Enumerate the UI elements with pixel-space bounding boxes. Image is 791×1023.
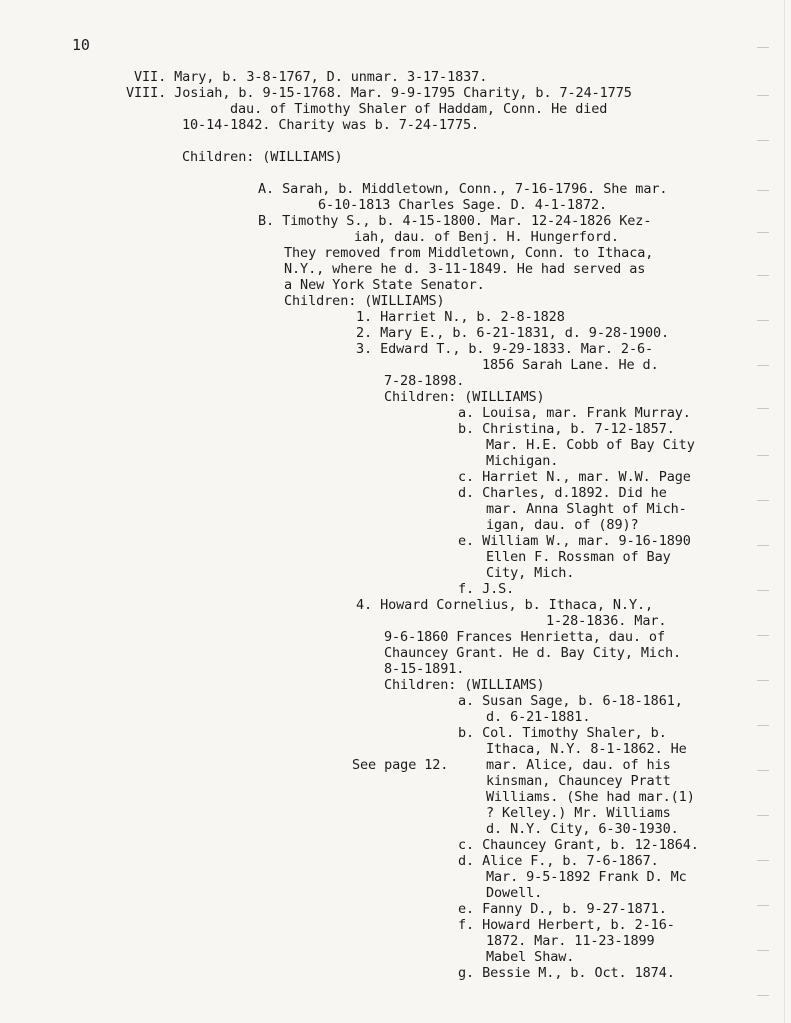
margin-tick bbox=[757, 140, 769, 141]
margin-tick bbox=[757, 545, 769, 546]
text-line: VII. Mary, b. 3-8-1767, D. unmar. 3-17-1837. bbox=[134, 69, 488, 85]
text-line: g. Bessie M., b. Oct. 1874. bbox=[458, 965, 675, 981]
text-line: Mabel Shaw. bbox=[486, 949, 575, 965]
text-line: B. Timothy S., b. 4-15-1800. Mar. 12-24-1826 Kez- bbox=[258, 213, 652, 229]
text-line: kinsman, Chauncey Pratt bbox=[486, 773, 671, 789]
section-heading: Children: (WILLIAMS) bbox=[284, 293, 445, 309]
text-line: Ithaca, N.Y. 8-1-1862. He bbox=[486, 741, 687, 757]
text-line: b. Col. Timothy Shaler, b. bbox=[458, 725, 667, 741]
margin-tick bbox=[757, 995, 769, 996]
text-line: d. 6-21-1881. bbox=[486, 709, 591, 725]
bleed-through-shadow bbox=[70, 100, 190, 160]
text-line: Michigan. bbox=[486, 453, 559, 469]
margin-tick bbox=[757, 950, 769, 951]
margin-tick bbox=[757, 635, 769, 636]
margin-tick bbox=[757, 590, 769, 591]
text-line: d. Alice F., b. 7-6-1867. bbox=[458, 853, 659, 869]
text-line: N.Y., where he d. 3-11-1849. He had served as bbox=[284, 261, 646, 277]
margin-tick bbox=[757, 408, 769, 409]
section-heading: Children: (WILLIAMS) bbox=[182, 149, 343, 165]
margin-tick bbox=[757, 725, 769, 726]
margin-tick bbox=[757, 500, 769, 501]
page-number: 10 bbox=[72, 36, 90, 54]
text-line: mar. Alice, dau. of his bbox=[486, 757, 671, 773]
text-line: 1. Harriet N., b. 2-8-1828 bbox=[356, 309, 565, 325]
page-edge-rule bbox=[784, 0, 785, 1023]
margin-tick bbox=[757, 275, 769, 276]
text-line: 1856 Sarah Lane. He d. bbox=[482, 357, 659, 373]
text-line: c. Chauncey Grant, b. 12-1864. bbox=[458, 837, 699, 853]
text-line: Ellen F. Rossman of Bay bbox=[486, 549, 671, 565]
margin-tick bbox=[757, 95, 769, 96]
text-line: City, Mich. bbox=[486, 565, 575, 581]
text-line: 6-10-1813 Charles Sage. D. 4-1-1872. bbox=[318, 197, 607, 213]
text-line: They removed from Middletown, Conn. to Ithaca, bbox=[284, 245, 654, 261]
margin-tick bbox=[757, 190, 769, 191]
text-line: c. Harriet N., mar. W.W. Page bbox=[458, 469, 691, 485]
margin-tick bbox=[757, 320, 769, 321]
text-line: f. J.S. bbox=[458, 581, 515, 597]
section-heading: Children: (WILLIAMS) bbox=[384, 677, 545, 693]
text-line: VIII. Josiah, b. 9-15-1768. Mar. 9-9-1795 Charity, b. 7-24-1775 bbox=[126, 85, 632, 101]
cross-reference-note: See page 12. bbox=[352, 757, 449, 773]
text-line: e. William W., mar. 9-16-1890 bbox=[458, 533, 691, 549]
margin-tick bbox=[757, 455, 769, 456]
margin-tick bbox=[757, 860, 769, 861]
text-line: 7-28-1898. bbox=[384, 373, 465, 389]
text-line: Mar. H.E. Cobb of Bay City bbox=[486, 437, 695, 453]
margin-tick bbox=[757, 47, 769, 48]
margin-tick bbox=[757, 365, 769, 366]
text-line: 1-28-1836. Mar. bbox=[546, 613, 667, 629]
text-line: 1872. Mar. 11-23-1899 bbox=[486, 933, 655, 949]
text-line: b. Christina, b. 7-12-1857. bbox=[458, 421, 675, 437]
text-line: 4. Howard Cornelius, b. Ithaca, N.Y., bbox=[356, 597, 654, 613]
text-line: ? Kelley.) Mr. Williams bbox=[486, 805, 671, 821]
margin-tick bbox=[757, 680, 769, 681]
text-line: a New York State Senator. bbox=[284, 277, 485, 293]
text-line: a. Susan Sage, b. 6-18-1861, bbox=[458, 693, 683, 709]
margin-tick bbox=[757, 815, 769, 816]
text-line: 9-6-1860 Frances Henrietta, dau. of bbox=[384, 629, 665, 645]
margin-tick bbox=[757, 770, 769, 771]
text-line: f. Howard Herbert, b. 2-16- bbox=[458, 917, 675, 933]
text-line: igan, dau. of (89)? bbox=[486, 517, 639, 533]
margin-tick bbox=[757, 232, 769, 233]
text-line: iah, dau. of Benj. H. Hungerford. bbox=[354, 229, 619, 245]
text-line: d. N.Y. City, 6-30-1930. bbox=[486, 821, 679, 837]
text-line: a. Louisa, mar. Frank Murray. bbox=[458, 405, 691, 421]
section-heading: Children: (WILLIAMS) bbox=[384, 389, 545, 405]
text-line: 8-15-1891. bbox=[384, 661, 465, 677]
text-line: d. Charles, d.1892. Did he bbox=[458, 485, 667, 501]
text-line: Mar. 9-5-1892 Frank D. Mc bbox=[486, 869, 687, 885]
text-line: Dowell. bbox=[486, 885, 543, 901]
text-line: 10-14-1842. Charity was b. 7-24-1775. bbox=[182, 117, 480, 133]
text-line: mar. Anna Slaght of Mich- bbox=[486, 501, 687, 517]
text-line: e. Fanny D., b. 9-27-1871. bbox=[458, 901, 667, 917]
margin-tick bbox=[757, 905, 769, 906]
text-line: Chauncey Grant. He d. Bay City, Mich. bbox=[384, 645, 682, 661]
text-line: dau. of Timothy Shaler of Haddam, Conn. He died bbox=[230, 101, 608, 117]
text-line: 3. Edward T., b. 9-29-1833. Mar. 2-6- bbox=[356, 341, 654, 357]
text-line: 2. Mary E., b. 6-21-1831, d. 9-28-1900. bbox=[356, 325, 670, 341]
text-line: A. Sarah, b. Middletown, Conn., 7-16-1796. She mar. bbox=[258, 181, 668, 197]
text-line: Williams. (She had mar.(1) bbox=[486, 789, 695, 805]
